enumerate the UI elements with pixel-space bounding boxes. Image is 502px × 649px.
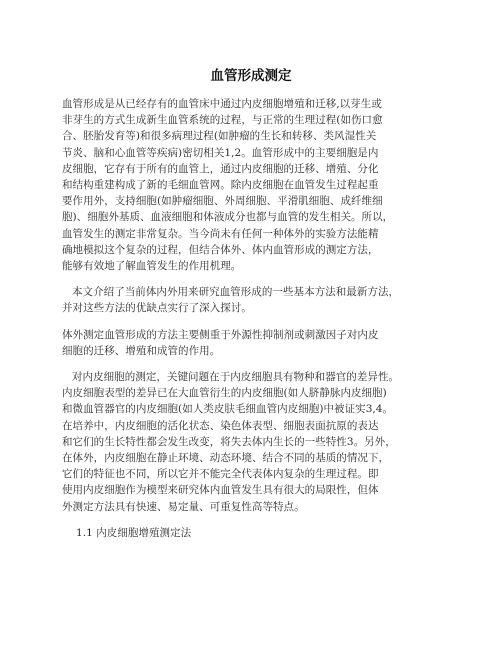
text-line: 和它们的生长特性都会发生改变，将失去体内生长的一些特性3。另外，: [62, 435, 396, 448]
text-line: 细胞的迁移、增殖和成管的作用。: [62, 344, 221, 357]
text-line: 胞)、细胞外基质、血液细胞和体液成分也都与血管的发生相关。所以，: [62, 211, 394, 224]
text-line: 节炎、脑和心血管等疾病)密切相关1,2。血管形成中的主要细胞是内: [62, 146, 379, 159]
text-line: 非芽生的方式生成新生血管系统的过程，与正常的生理过程(如伤口愈: [62, 114, 383, 127]
text-line: 和结构重建构成了新的毛细血管网。除内皮细胞在血管发生过程起重: [62, 179, 379, 192]
paragraph-scope: [62, 284, 442, 316]
text-line: 对内皮细胞的测定，关键问题在于内皮细胞具有物种和器官的差异性。: [72, 371, 400, 384]
text-line: 要作用外，支持细胞(如肿瘤细胞、外周细胞、平滑肌细胞、成纤维细: [62, 195, 383, 208]
text-line: 在体外，内皮细胞在静止环境、动态环境、结合不同的基质的情况下，: [62, 452, 390, 465]
text-line: 内皮细胞表型的差异已在大血管衍生的内皮细胞(如人脐静脉内皮细胞): [62, 387, 387, 400]
paragraph-in-vitro: [62, 327, 442, 359]
text-line: 在培养中，内皮细胞的活化状态、染色体表型、细胞表面抗原的表达: [62, 419, 379, 432]
text-line: 和微血管器官的内皮细胞(如人类皮肤毛细血管内皮细胞)中被证实3,4。: [62, 403, 394, 416]
text-line: 合、胚胎发育等)和很多病理过程(如肿瘤的生长和转移、类风湿性关: [62, 130, 377, 143]
document-body: [62, 96, 442, 551]
text-line: 外测定方法具有快速、易定量、可重复性高等特点。: [62, 500, 305, 513]
text-line: 确地模拟这个复杂的过程，但结合体外、体内血管形成的测定方法，: [62, 243, 379, 256]
text-line: 使用内皮细胞作为模型来研究体内血管发生具有很大的局限性，但体: [62, 484, 379, 497]
text-line: 本文介绍了当前体内外用来研究血管形成的一些基本方法和最新方法，: [72, 286, 400, 299]
paragraph-intro: [62, 96, 442, 274]
text-line: 血管形成是从已经存有的血管床中通过内皮细胞增殖和迁移,以芽生或: [62, 98, 382, 110]
document-title: 血管形成测定: [210, 68, 292, 84]
text-line: 并对这些方法的优缺点实行了深入探讨。: [62, 302, 252, 315]
paragraph-endothelial: [62, 369, 442, 515]
text-line: 皮细胞，它存有于所有的血管上，通过内皮细胞的迁移、增殖、分化: [62, 162, 379, 175]
text-line: 它们的特征也不同，所以它并不能完全代表体内复杂的生理过程。即: [62, 468, 379, 481]
text-line: 体外测定血管形成的方法主要侧重于外源性抑制剂或刺激因子对内皮: [62, 328, 379, 341]
text-line: 血管发生的测定非常复杂。当今尚未有任何一种体外的实验方法能精: [62, 227, 379, 240]
section-heading: 1.1 内皮细胞增殖测定法: [76, 526, 192, 539]
text-line: 能够有效地了解血管发生的作用机理。: [62, 260, 242, 273]
